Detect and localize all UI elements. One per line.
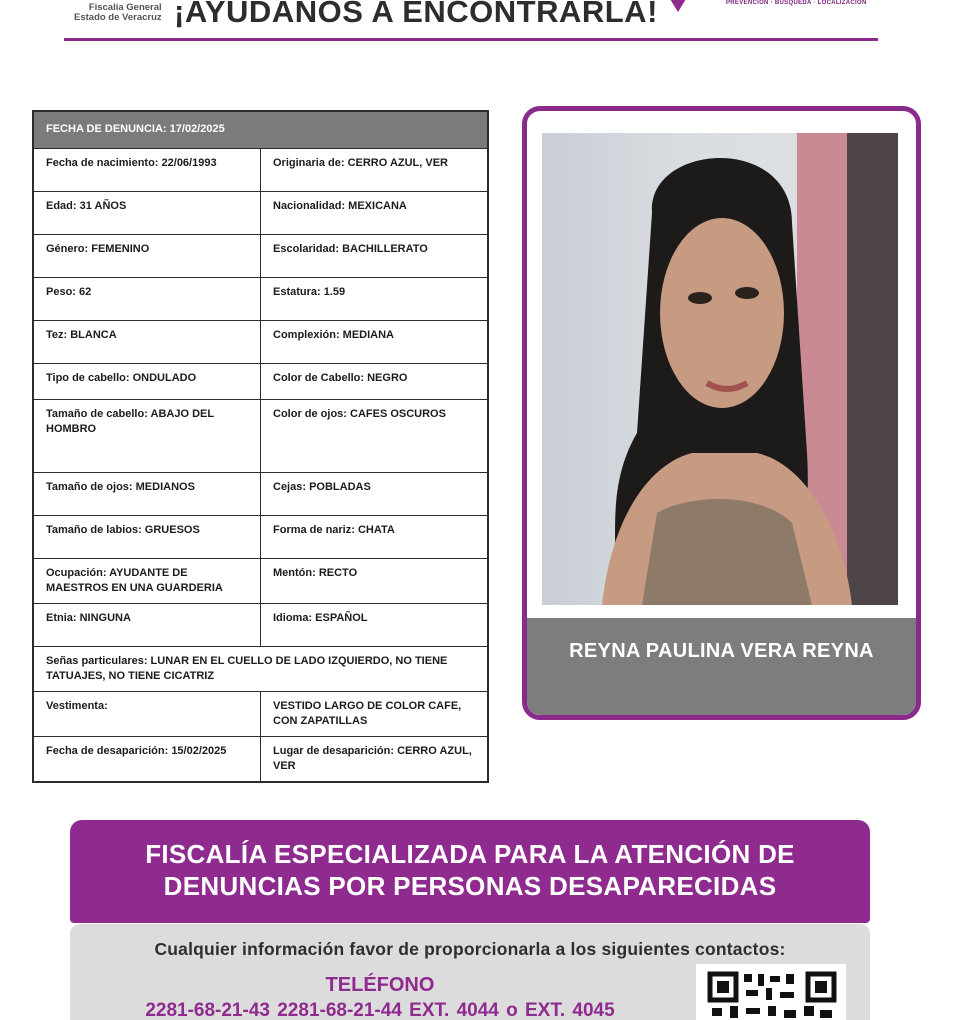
table-row — [33, 320, 488, 363]
table-row — [33, 277, 488, 320]
disappearance-place: Lugar de desaparición: CERRO AZUL, VER — [261, 736, 489, 782]
table-cell: Idioma: ESPAÑOL — [261, 603, 489, 646]
table-row — [33, 646, 488, 691]
photo-card — [522, 106, 921, 720]
agency-title-line-1: FISCALÍA ESPECIALIZADA PARA LA ATENCIÓN DE — [145, 839, 795, 869]
table-cell: Nacionalidad: MEXICANA — [261, 191, 489, 234]
table-cell: Género: FEMENINO — [33, 234, 261, 277]
table-cell: Etnia: NINGUNA — [33, 603, 261, 646]
org-name — [74, 3, 162, 23]
table-row — [33, 472, 488, 515]
table-row — [33, 363, 488, 399]
table-row — [33, 558, 488, 603]
table-row — [33, 148, 488, 191]
agency-title — [70, 838, 870, 902]
disappearance-date: Fecha de desaparición: 15/02/2025 — [33, 736, 261, 782]
qr-code-icon — [696, 964, 846, 1020]
table-cell: Fecha de nacimiento: 22/06/1993 — [33, 148, 261, 191]
page-title: ¡AYUDANOS A ENCONTRARLA! — [174, 0, 658, 29]
agency-title-line-2: DENUNCIAS POR PERSONAS DESAPARECIDAS — [163, 871, 777, 901]
name-band — [527, 618, 916, 715]
person-silhouette-icon — [542, 133, 898, 605]
table-cell: Tez: BLANCA — [33, 320, 261, 363]
phone-numbers: 2281-68-21-43 2281-68-21-44 EXT. 4044 o EXT. 4045 — [145, 1000, 615, 1020]
table-row — [33, 399, 488, 472]
table-cell: Mentón: RECTO — [261, 558, 489, 603]
table-cell: Tamaño de labios: GRUESOS — [33, 515, 261, 558]
page-header — [0, 0, 956, 44]
table-row — [33, 691, 488, 736]
table-header-row — [33, 111, 488, 148]
table-cell: Cejas: POBLADAS — [261, 472, 489, 515]
heart-logo-icon — [660, 0, 696, 14]
table-cell: Escolaridad: BACHILLERATO — [261, 234, 489, 277]
distinguishing-marks: Señas particulares: LUNAR EN EL CUELLO DE LADO IZQUIERDO, NO TIENE TATUAJES, NO TIENE CICATRIZ — [33, 646, 488, 691]
table-cell: Complexión: MEDIANA — [261, 320, 489, 363]
table-cell: Color de ojos: CAFES OSCUROS — [261, 399, 489, 472]
header-divider — [64, 38, 878, 41]
table-cell: Estatura: 1.59 — [261, 277, 489, 320]
phone-label: TELÉFONO — [325, 974, 435, 996]
person-photo — [542, 133, 898, 605]
table-cell: Tamaño de ojos: MEDIANOS — [33, 472, 261, 515]
table-cell: Forma de nariz: CHATA — [261, 515, 489, 558]
table-cell: Tipo de cabello: ONDULADO — [33, 363, 261, 399]
agency-banner — [70, 820, 870, 923]
table-cell: Color de Cabello: NEGRO — [261, 363, 489, 399]
table-cell: Tamaño de cabello: ABAJO DEL HOMBRO — [33, 399, 261, 472]
table-cell: Edad: 31 AÑOS — [33, 191, 261, 234]
clothing-value: VESTIDO LARGO DE COLOR CAFE, CON ZAPATILLAS — [261, 691, 489, 736]
table-cell: Ocupación: AYUDANTE DE MAESTROS EN UNA GUARDERIA — [33, 558, 261, 603]
table-row — [33, 515, 488, 558]
person-name: REYNA PAULINA VERA REYNA — [569, 640, 874, 662]
header-tagline: PREVENCIÓN · BÚSQUEDA · LOCALIZACIÓN — [726, 0, 867, 6]
clothing-label: Vestimenta: — [33, 691, 261, 736]
table-cell: Peso: 62 — [33, 277, 261, 320]
missing-person-details-table — [32, 110, 489, 783]
table-cell: Originaria de: CERRO AZUL, VER — [261, 148, 489, 191]
table-row — [33, 603, 488, 646]
contact-intro: Cualquier información favor de proporcionarla a los siguientes contactos: — [154, 939, 786, 959]
org-line-1: Fiscalía General — [88, 2, 162, 13]
contact-section — [70, 924, 870, 1020]
table-row — [33, 234, 488, 277]
table-row — [33, 191, 488, 234]
org-line-2: Estado de Veracruz — [74, 12, 162, 23]
report-date: FECHA DE DENUNCIA: 17/02/2025 — [33, 111, 488, 148]
table-row — [33, 736, 488, 782]
